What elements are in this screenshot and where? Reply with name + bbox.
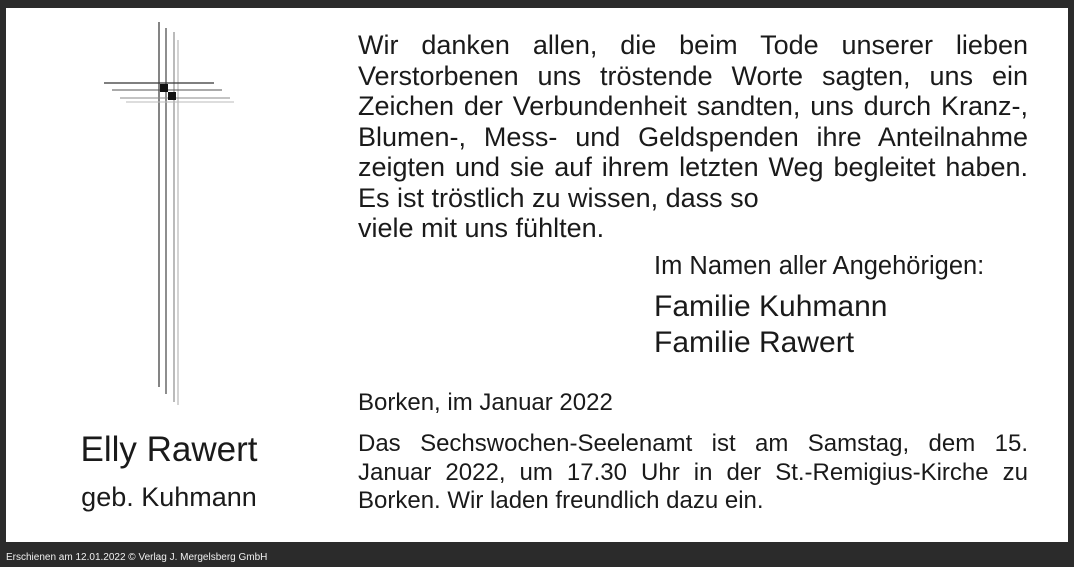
thanks-text	[358, 30, 1028, 244]
publication-footer: Erschienen am 12.01.2022 © Verlag J. Mergelsberg GmbH	[6, 552, 268, 563]
signature-family-2: Familie Rawert	[654, 326, 855, 359]
cross-icon	[104, 22, 234, 406]
obituary-card	[6, 8, 1068, 542]
deceased-birth-name: geb. Kuhmann	[81, 482, 257, 512]
place-date: Borken, im Januar 2022	[358, 389, 613, 416]
thanks-paragraph: Wir danken allen, die beim Tode unserer lieben Verstorbenen uns tröstende Worte sagten, uns ein Zeichen der Verbundenheit sandten, uns durch Kranz-, Blumen-, Mess- und Geldspenden ihre Anteilnahme zeigten und sie auf ihrem letzten Weg begleitet haben. Es ist tröstlich zu wissen, dass so	[358, 30, 1028, 213]
deceased-name: Elly Rawert	[80, 430, 258, 469]
signature-family-1: Familie Kuhmann	[654, 290, 888, 323]
signature-intro: Im Namen aller Angehörigen:	[654, 252, 985, 280]
thanks-paragraph-end: viele mit uns fühlten.	[358, 213, 605, 243]
service-notice: Das Sechswochen-Seelenamt ist am Samstag, dem 15. Januar 2022, um 17.30 Uhr in der St.-Remigius-Kirche zu Borken. Wir laden freundlich dazu ein.	[358, 430, 1028, 514]
